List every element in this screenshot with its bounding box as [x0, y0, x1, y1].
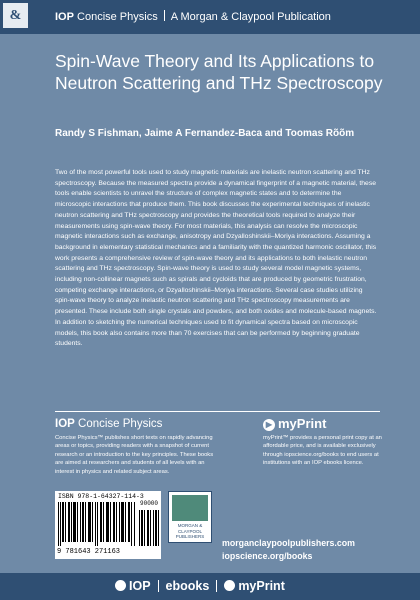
- iop-concise-text: Concise Physics™ publishes short texts on rapidly advancing areas or topics, providing readers with a snapshot of current research or an introduction to the key principles. These books are aimed at researchers and students of all levels with an interest in physics and related subject areas.: [55, 435, 214, 475]
- section-divider: [55, 411, 380, 412]
- morgan-claypool-logo-icon: [168, 491, 212, 543]
- website-morgan-claypool[interactable]: morganclaypoolpublishers.com: [222, 538, 355, 548]
- header-divider: [164, 10, 165, 21]
- myprint-logo-icon: ▶: [263, 419, 275, 431]
- iop-heading-bold: IOP: [55, 418, 75, 430]
- footer-brands: [115, 579, 285, 593]
- publisher-logo-text: MORGAN & CLAYPOOL PUBLISHERS: [175, 523, 205, 539]
- footer-myprint: myPrint: [238, 579, 285, 593]
- bottom-banner: [0, 573, 420, 600]
- series-publisher-line: [55, 10, 331, 23]
- barcode-addon-bars-icon: [139, 510, 159, 546]
- footer-iop: IOP: [129, 579, 151, 593]
- myprint-footer-icon: [224, 580, 235, 591]
- myprint-text: myPrint™ provides a personal print copy at an affordable price, and is available exclusively through iopscience.org/books to end users at institutions with an IOP ebooks licence.: [263, 435, 382, 467]
- website-links: [222, 537, 355, 563]
- series-name: Concise Physics: [73, 11, 158, 23]
- iop-concise-heading: [55, 418, 162, 430]
- website-iopscience[interactable]: iopscience.org/books: [222, 551, 313, 561]
- iop-logo-icon: [115, 580, 126, 591]
- top-banner: [0, 0, 420, 34]
- book-description: Two of the most powerful tools used to study magnetic materials are inelastic neutron scattering and THz spectroscopy. Because the measured spectra provide a dynamical fingerprint of a magnetic material, these tools enable scientists to unravel the structure of complex magnetic states and to determine the microscopic interactions that produce them. This book discusses the experimental techniques of inelastic neutron scattering and THz spectroscopy and provides the theoretical tools required to analyze their measurements using spin-wave theory. For most materials, this analysis can resolve the microscopic magnetic interactions such as exchange, anisotropy and Dzyalloshinskii–Moriya interactions. Assuming a background in elementary statistical mechanics and a familiarity with the quantized harmonic oscillator, this work presents a comprehensive review of spin-wave theory and its applications to both inelastic neutron scattering and THz spectroscopy. Spin-wave theory is used to study several model magnetic systems, including non-collinear magnets such as spirals and cycloids that are produced by geometric frustration, competing exchange interactions, or Dzyalloshinskii–Moriya interactions. Several case studies utilizing spin-wave theory to analyze inelastic neutron scattering and THz spectroscopy measurements are presented. These include both single crystals and powders, and both oxides and molecule-based magnets. In addition to sketching the numerical techniques used to fit dynamical spectra based on microscopic models, this book also contains more than 70 exercises that can be performed by beginning graduate students.: [55, 169, 377, 348]
- isbn-barcode: [55, 491, 161, 559]
- ampersand-logo-icon: &: [3, 3, 28, 28]
- isbn-text: ISBN 978-1-64327-114-3: [58, 493, 144, 500]
- publisher-logo-graphic: [172, 495, 208, 521]
- barcode-addon-number: 90000: [140, 500, 159, 507]
- publisher-name: A Morgan & Claypool Publication: [170, 11, 331, 23]
- barcode-bars-icon: [58, 502, 136, 546]
- footer-ebooks: ebooks: [165, 579, 210, 593]
- myprint-heading: [263, 416, 326, 431]
- book-title: Spin-Wave Theory and Its Applications to Neutron Scattering and THz Spectroscopy: [55, 51, 383, 93]
- series-iop: IOP: [55, 11, 74, 23]
- ean-number: 9 781643 271163: [57, 548, 121, 556]
- myprint-heading-label: myPrint: [278, 416, 327, 431]
- footer-divider: [158, 580, 159, 592]
- iop-heading-rest: Concise Physics: [74, 418, 163, 430]
- book-authors: Randy S Fishman, Jaime A Fernandez-Baca and Toomas Rõõm: [55, 128, 355, 139]
- footer-divider-2: [216, 580, 217, 592]
